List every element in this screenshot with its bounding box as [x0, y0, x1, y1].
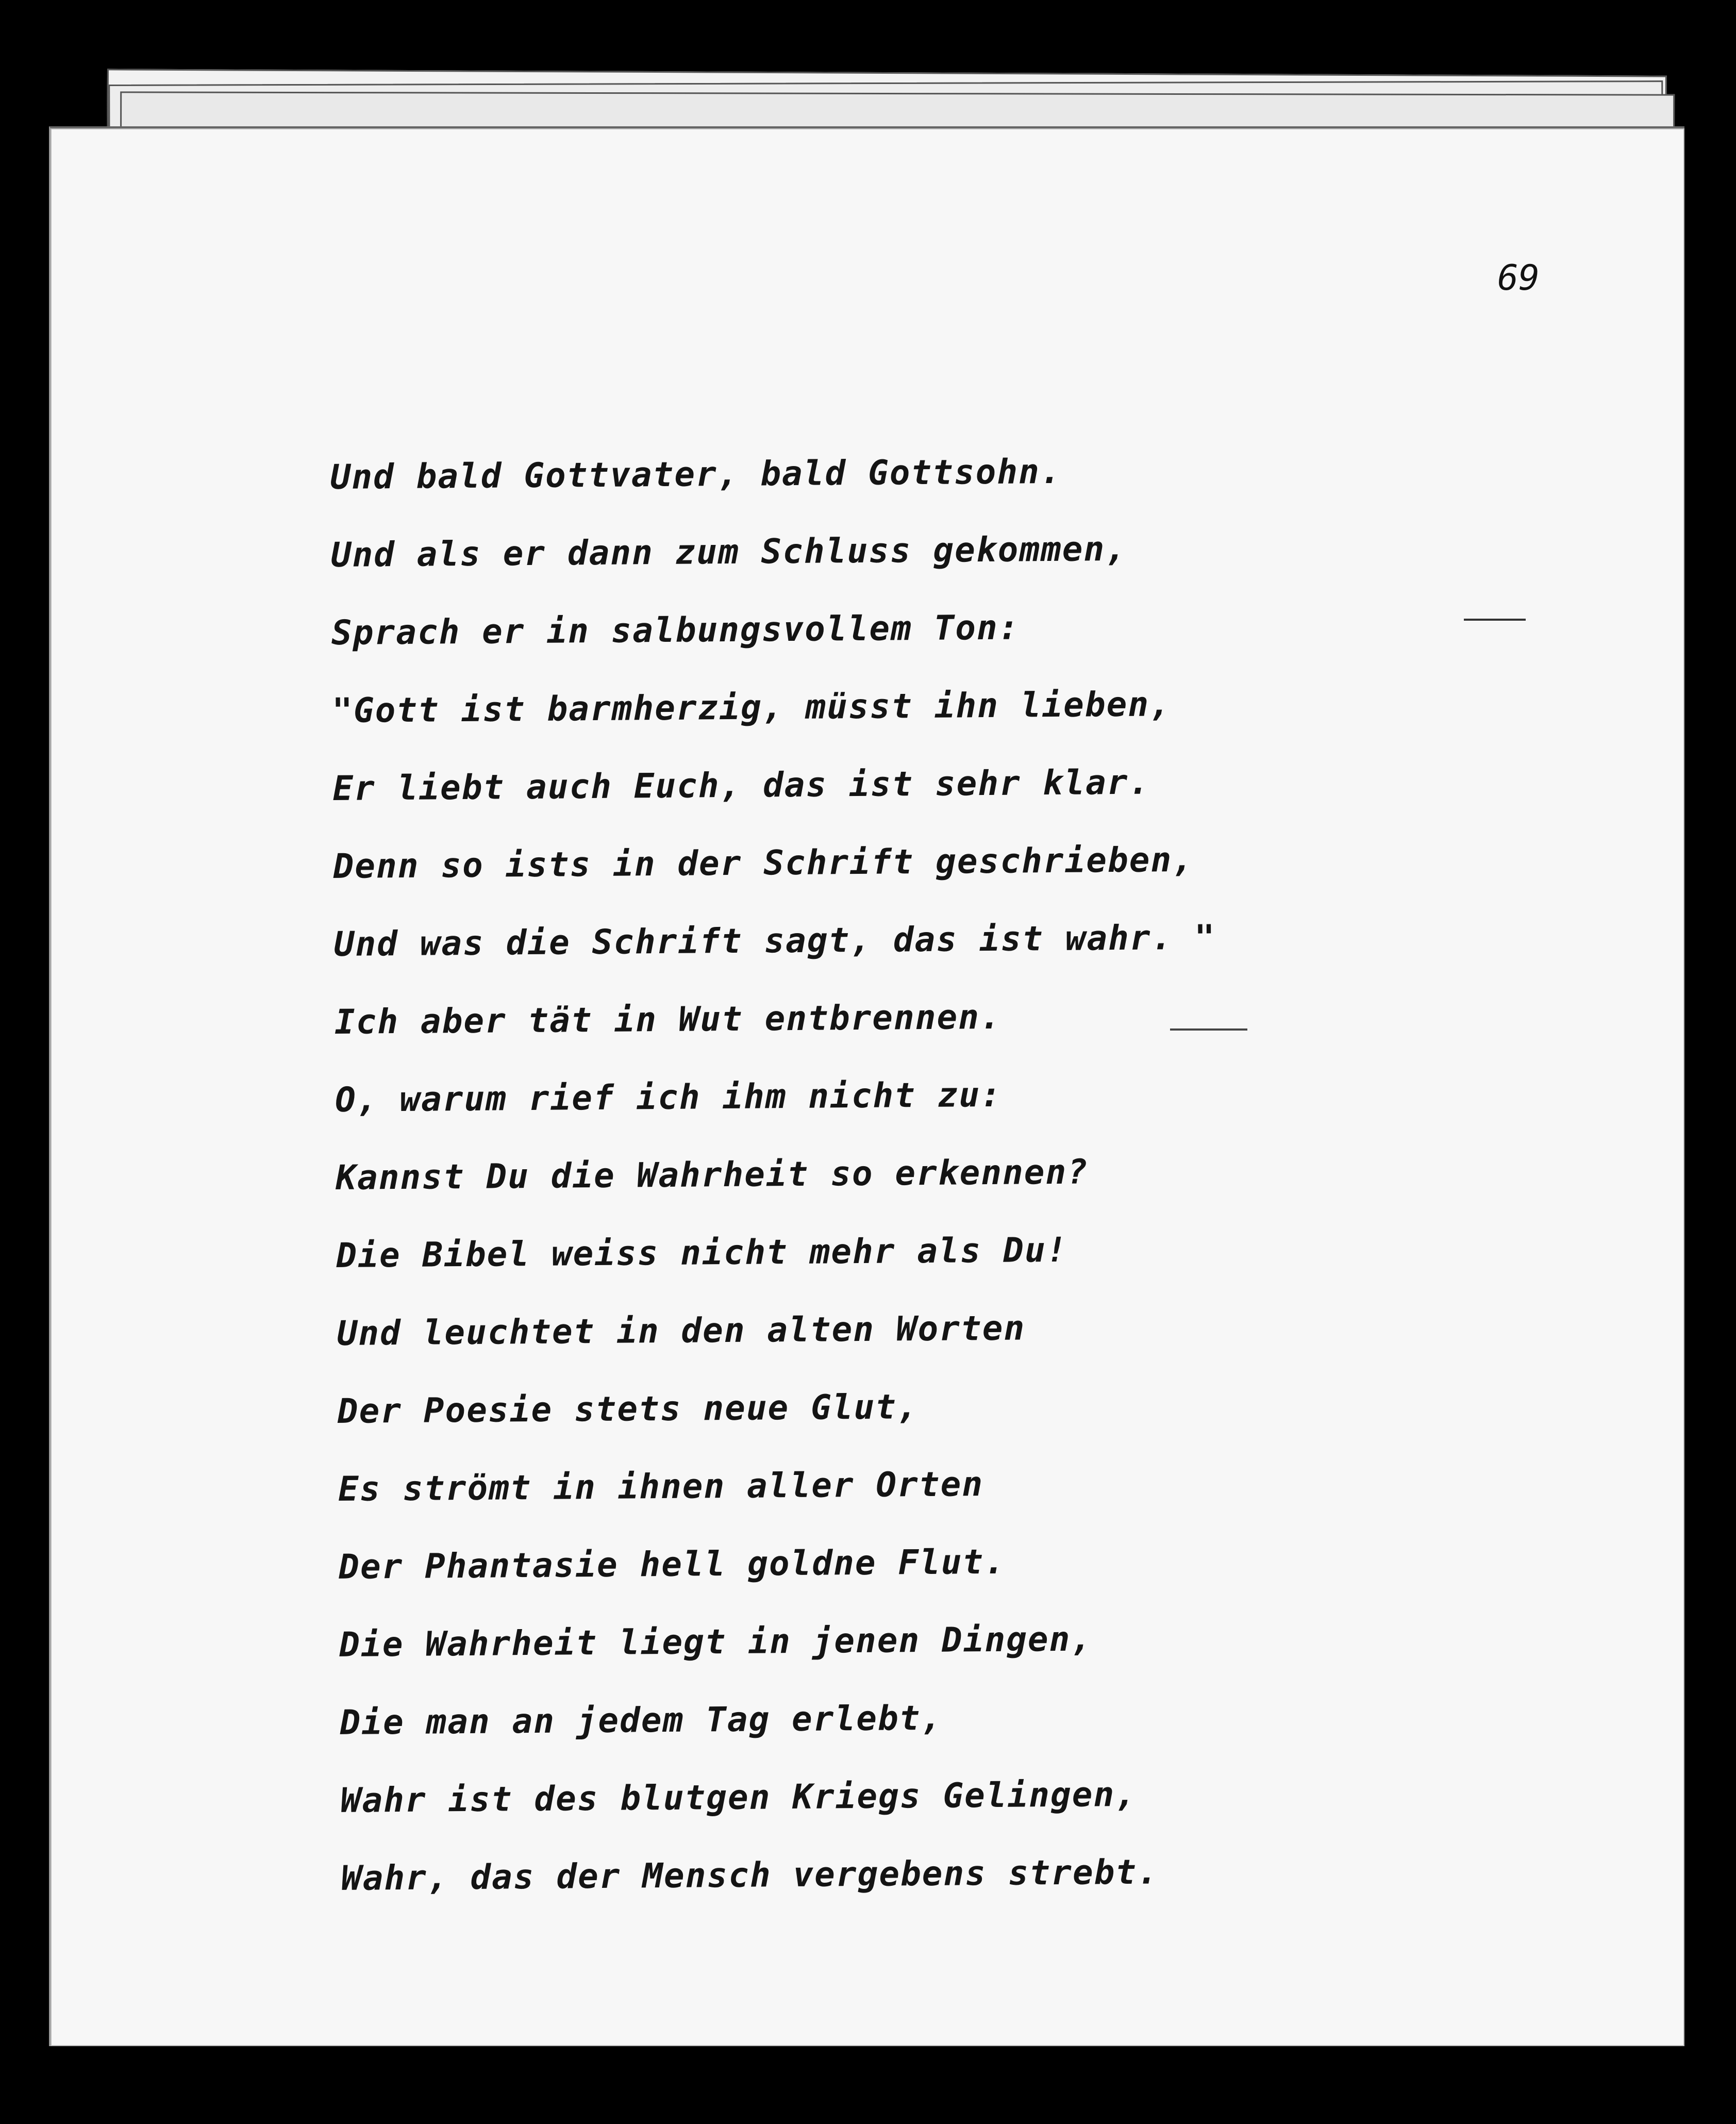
poem-line: Und leuchtet in den alten Worten: [337, 1308, 1026, 1353]
poem-line: Kannst Du die Wahrheit so erkennen?: [335, 1152, 1089, 1198]
poem-line: O, warum rief ich ihm nicht zu:: [335, 1074, 1003, 1120]
poem-line: Ich aber tät in Wut entbrennen.: [334, 997, 1001, 1042]
poem-line: Es strömt in ihnen aller Orten: [338, 1464, 984, 1509]
page-number: 69: [1497, 258, 1540, 298]
poem-line: Er liebt auch Euch, das ist sehr klar.: [332, 762, 1150, 808]
poem-line: Der Poesie stets neue Glut,: [337, 1387, 919, 1431]
poem-line: Und als er dann zum Schluss gekommen,: [330, 528, 1127, 575]
poem-line: Und was die Schrift sagt, das ist wahr. ": [333, 917, 1216, 964]
poem-line: Wahr, das der Mensch vergebens strebt.: [341, 1852, 1159, 1898]
pencil-mark: [1464, 619, 1526, 621]
poem-line: "Gott ist barmherzig, müsst ihn lieben,: [331, 684, 1172, 731]
poem-line: Wahr ist des blutgen Kriegs Gelingen,: [340, 1774, 1137, 1820]
poem-line: Die Bibel weiss nicht mehr als Du!: [336, 1230, 1068, 1275]
poem-line: Die man an jedem Tag erlebt,: [340, 1698, 943, 1743]
poem-line: Und bald Gottvater, bald Gottsohn.: [330, 451, 1062, 497]
poem-text: [330, 429, 1475, 1917]
poem-line: Der Phantasie hell goldne Flut.: [338, 1541, 1006, 1587]
poem-line: Denn so ists in der Schrift geschrieben,: [333, 839, 1194, 886]
poem-line: Sprach er in salbungsvollem Ton:: [331, 607, 1020, 653]
pencil-mark: [1170, 1028, 1247, 1031]
poem-line: Die Wahrheit liegt in jenen Dingen,: [339, 1619, 1093, 1665]
